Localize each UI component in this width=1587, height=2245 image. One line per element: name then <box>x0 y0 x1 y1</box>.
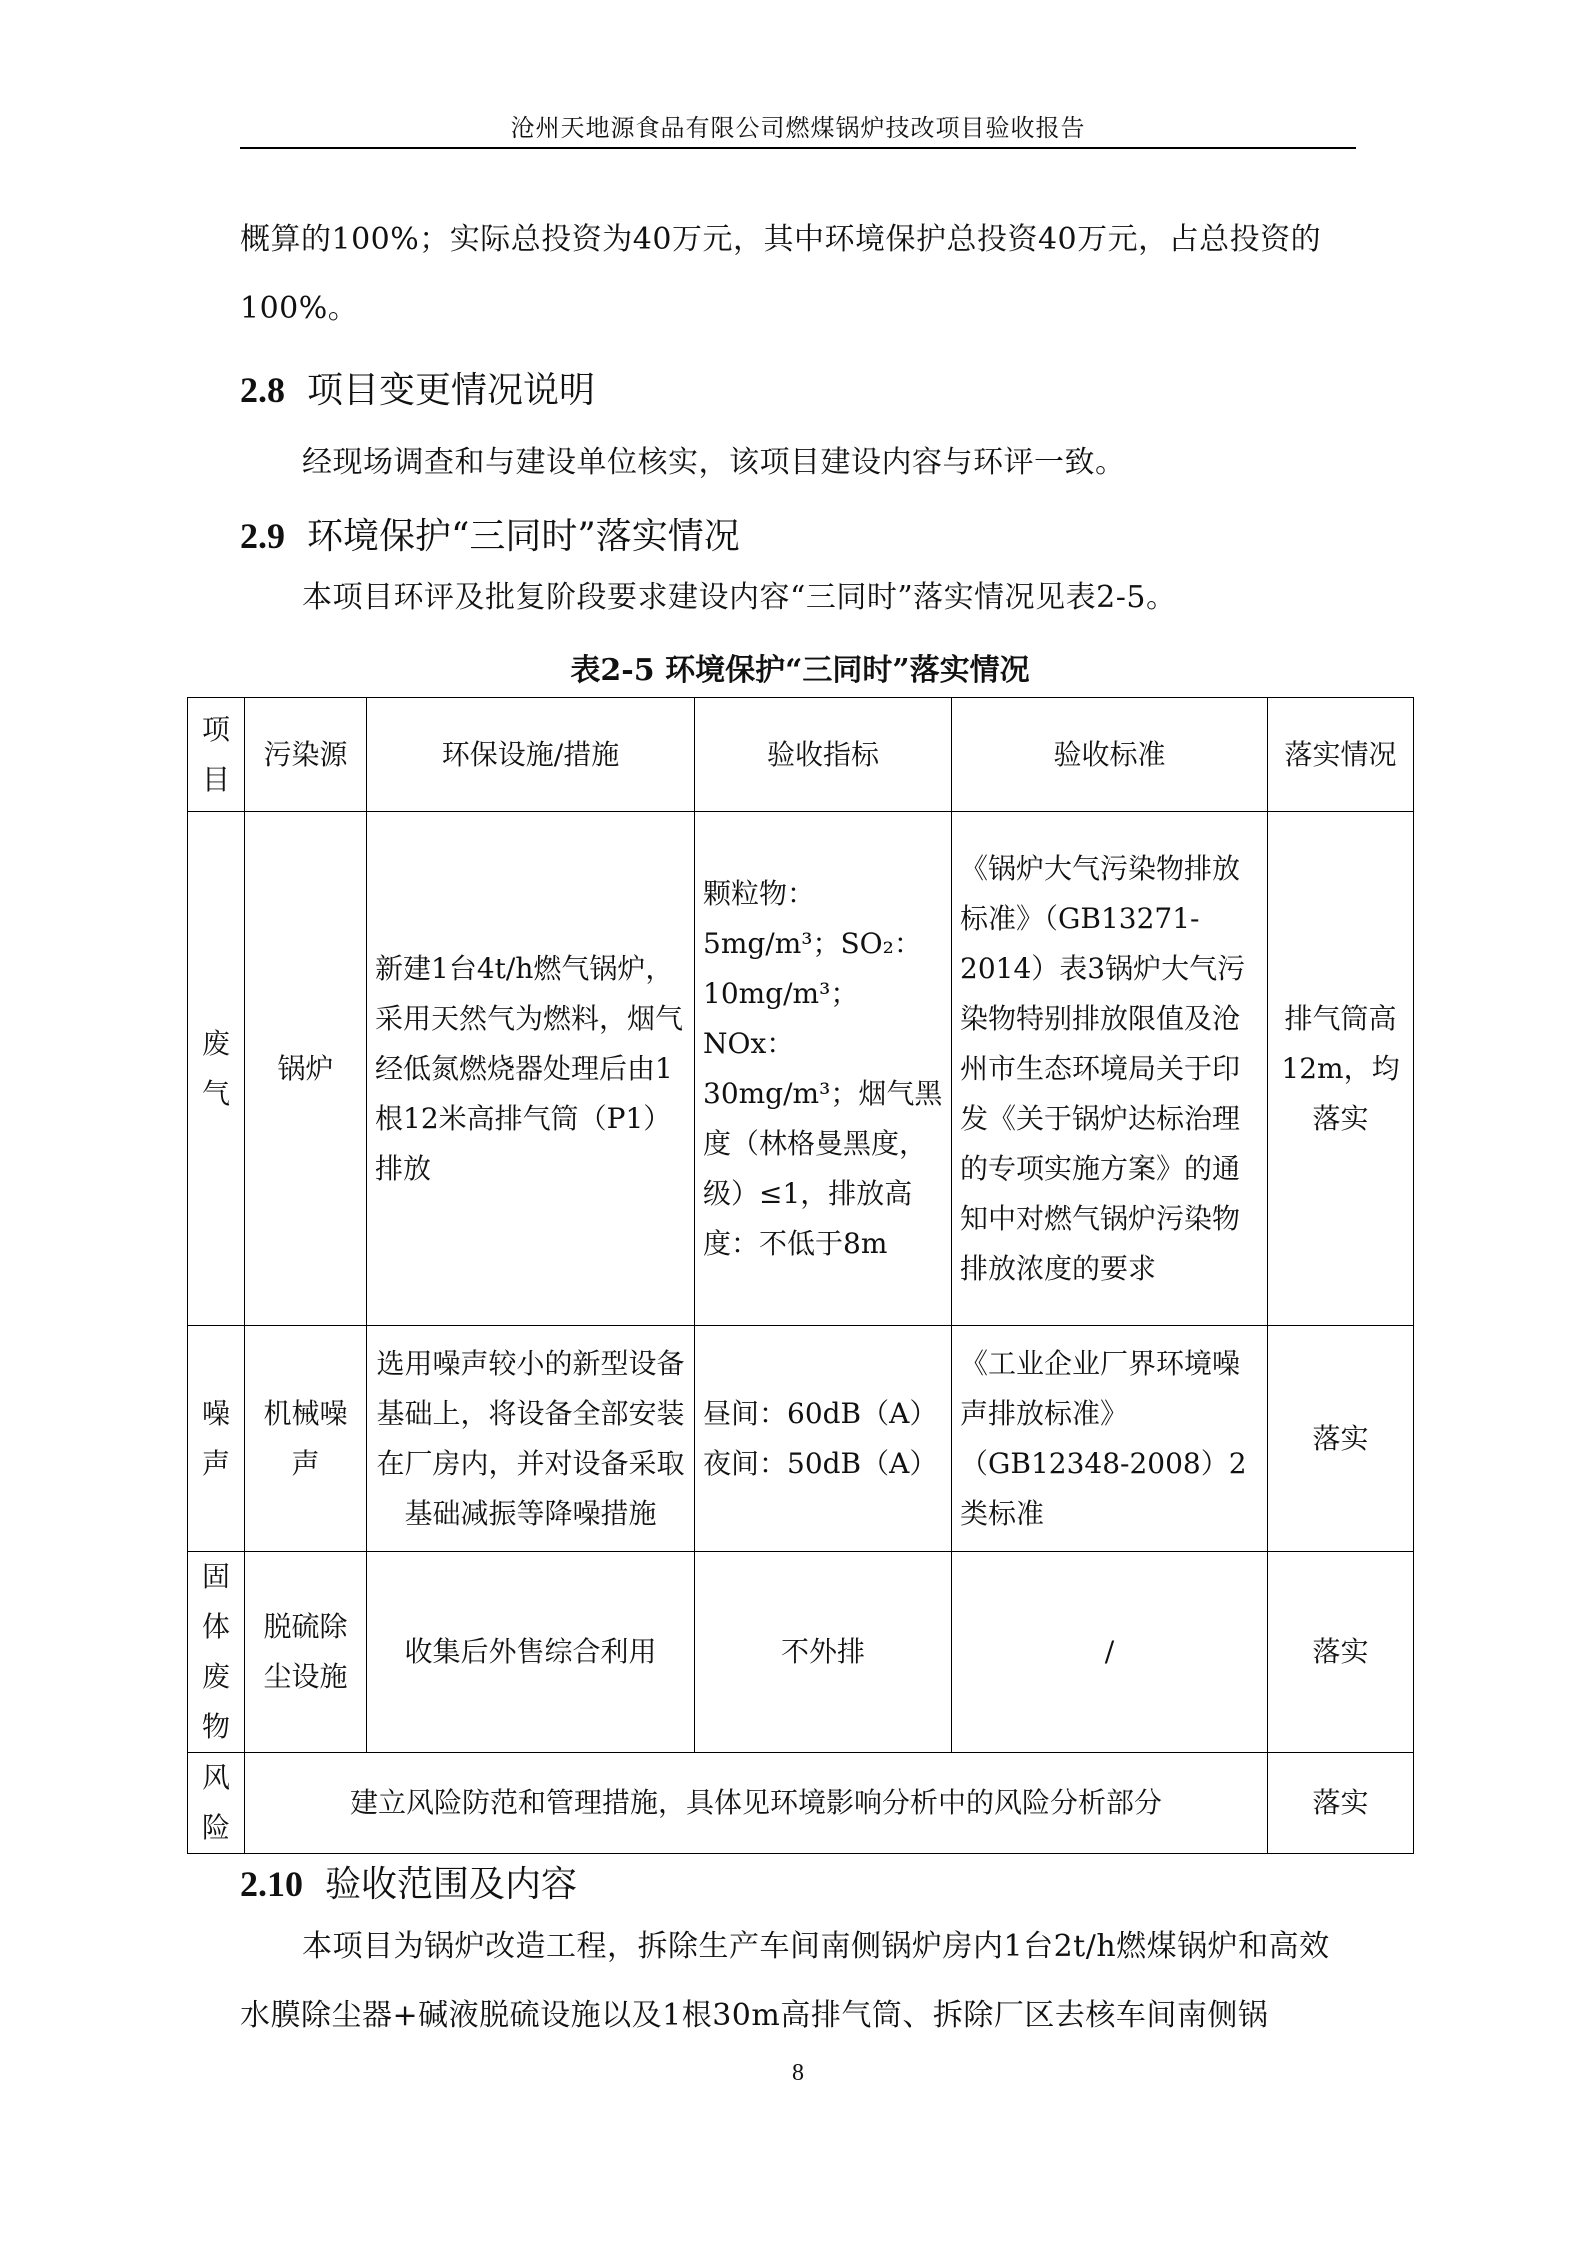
header-cell-measures: 环保设施/措施 <box>367 698 695 812</box>
intro-paragraph: 概算的100%；实际总投资为40万元，其中环境保护总投资40万元，占总投资的100%。 <box>240 222 1322 326</box>
page-number: 8 <box>792 2060 804 2086</box>
cell-item: 固体废物 <box>188 1552 245 1753</box>
cell-measures: 选用噪声较小的新型设备基础上，将设备全部安装在厂房内，并对设备采取基础减振等降噪措施 <box>367 1326 695 1552</box>
cell-source: 锅炉 <box>245 812 367 1326</box>
cell-indicator: 昼间：60dB（A）夜间：50dB（A） <box>695 1326 952 1552</box>
running-header: 沧州天地源食品有限公司燃煤锅炉技改项目验收报告 <box>510 114 1086 142</box>
section-title: 环境保护“三同时”落实情况 <box>307 516 740 557</box>
cell-merged-description: 建立风险防范和管理措施，具体见环境影响分析中的风险分析部分 <box>245 1753 1268 1854</box>
header-divider <box>240 147 1356 149</box>
table-row <box>188 812 1414 1326</box>
section-number: 2.9 <box>240 516 285 556</box>
cell-status: 排气筒高12m，均落实 <box>1268 812 1414 1326</box>
table-header-row <box>188 698 1414 812</box>
section-2-9-body: 本项目环评及批复阶段要求建设内容“三同时”落实情况见表2-5。 <box>302 580 1177 615</box>
table-caption: 表2-5 环境保护“三同时”落实情况 <box>570 653 1030 688</box>
header-cell-standard: 验收标准 <box>952 698 1268 812</box>
cell-status: 落实 <box>1268 1753 1414 1854</box>
cell-standard: / <box>952 1552 1268 1753</box>
header-cell-item: 项目 <box>188 698 245 812</box>
cell-item: 废气 <box>188 812 245 1326</box>
section-number: 2.8 <box>240 370 285 410</box>
cell-status: 落实 <box>1268 1326 1414 1552</box>
cell-standard: 《锅炉大气污染物排放标准》（GB13271-2014）表3锅炉大气污染物特别排放限值及沧州市生态环境局关于印发《关于锅炉达标治理的专项实施方案》的通知中对燃气锅炉污染物排放浓度的要求 <box>952 812 1268 1326</box>
section-number: 2.10 <box>240 1864 303 1904</box>
table-row <box>188 1326 1414 1552</box>
cell-standard: 《工业企业厂界环境噪声排放标准》（GB12348-2008）2类标准 <box>952 1326 1268 1552</box>
cell-measures: 收集后外售综合利用 <box>367 1552 695 1753</box>
cell-measures: 新建1台4t/h燃气锅炉，采用天然气为燃料，烟气经低氮燃烧器处理后由1根12米高排气筒（P1）排放 <box>367 812 695 1326</box>
cell-indicator: 不外排 <box>695 1552 952 1753</box>
table-row <box>188 1753 1414 1854</box>
cell-source: 机械噪声 <box>245 1326 367 1552</box>
section-2-8-heading <box>240 362 595 413</box>
cell-source: 脱硫除尘设施 <box>245 1552 367 1753</box>
table-row <box>188 1552 1414 1753</box>
header-cell-status: 落实情况 <box>1268 698 1414 812</box>
section-2-10-heading <box>240 1856 577 1907</box>
cell-item: 风险 <box>188 1753 245 1854</box>
header-cell-source: 污染源 <box>245 698 367 812</box>
section-title: 验收范围及内容 <box>325 1864 578 1905</box>
cell-indicator: 颗粒物：5mg/m³；SO₂：10mg/m³；NOx：30mg/m³；烟气黑度（林格曼黑度，级）≤1，排放高度：不低于8m <box>695 812 952 1326</box>
three-simultaneous-table <box>187 697 1414 1854</box>
cell-item: 噪声 <box>188 1326 245 1552</box>
section-2-9-heading <box>240 508 740 559</box>
section-2-10-body: 本项目为锅炉改造工程，拆除生产车间南侧锅炉房内1台2t/h燃煤锅炉和高效水膜除尘器+碱液脱硫设施以及1根30m高排气筒、拆除厂区去核车间南侧锅 <box>240 1929 1330 2033</box>
header-cell-indicator: 验收指标 <box>695 698 952 812</box>
section-title: 项目变更情况说明 <box>307 370 596 411</box>
cell-status: 落实 <box>1268 1552 1414 1753</box>
section-2-8-body: 经现场调查和与建设单位核实，该项目建设内容与环评一致。 <box>302 445 1126 480</box>
